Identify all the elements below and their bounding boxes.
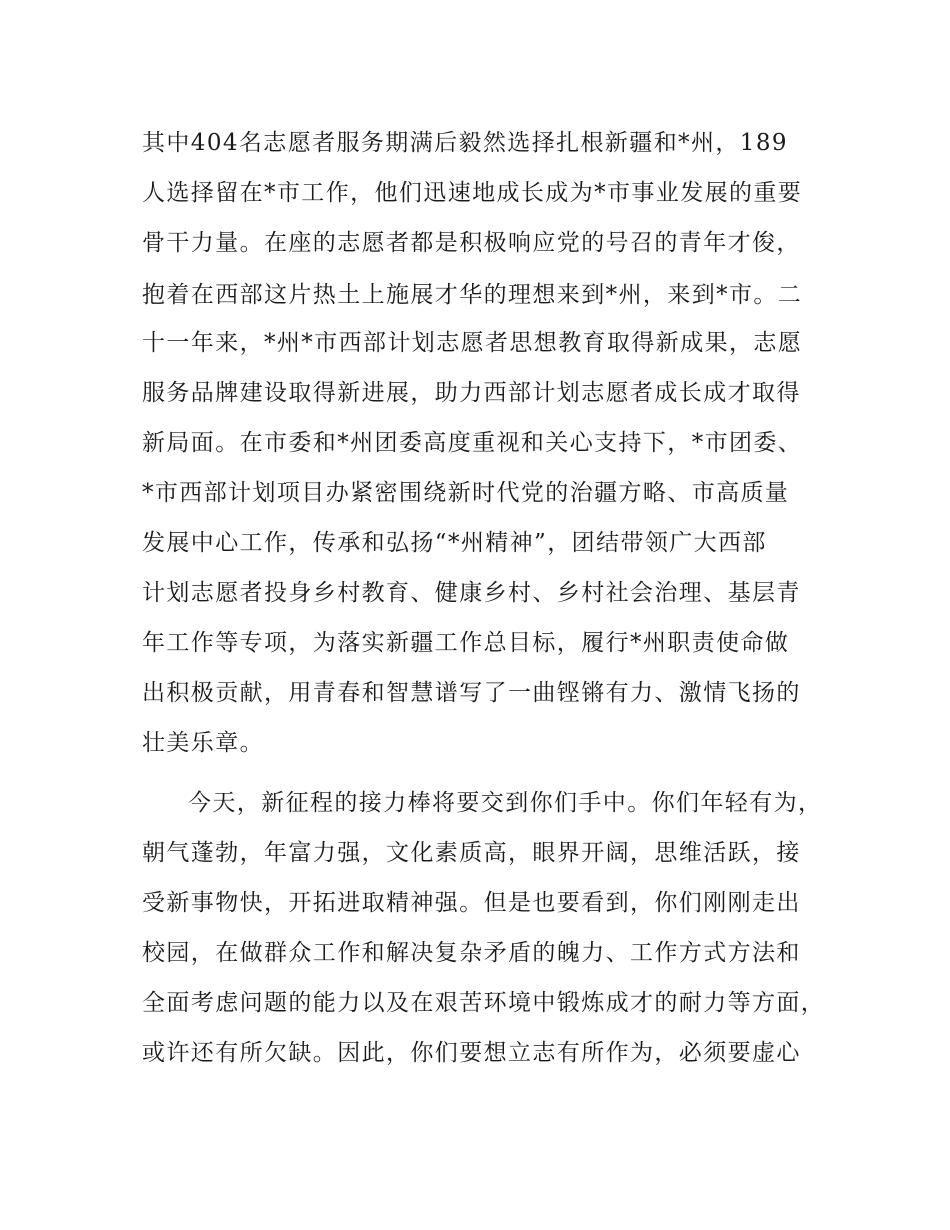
- paragraph-1-line-5: 十一年来，*州*市西部计划志愿者思想教育取得新成果，志愿: [142, 330, 803, 356]
- paragraph-2-line-5: 全面考虑问题的能力以及在艰苦环境中锻炼成才的耐力等方面，: [142, 990, 826, 1016]
- paragraph-2-line-4: 校园，在做群众工作和解决复杂矛盾的魄力、工作方式方法和: [142, 940, 801, 966]
- paragraph-1-line-12: 出积极贡献，用青春和智慧谱写了一曲铿锵有力、激情飞扬的: [142, 680, 801, 706]
- paragraph-1-line-1: 其中404名志愿者服务期满后毅然选择扎根新疆和*州，189: [142, 130, 788, 156]
- paragraph-1-line-9: 发展中心工作，传承和弘扬“*州精神”，团结带领广大西部: [142, 530, 767, 556]
- paragraph-2-line-1: 今天，新征程的接力棒将要交到你们手中。你们年轻有为，: [188, 790, 823, 816]
- paragraph-1-line-7: 新局面。在市委和*州团委高度重视和关心支持下，*市团委、: [142, 430, 803, 456]
- paragraph-2-line-3: 受新事物快，开拓进取精神强。但是也要看到，你们刚刚走出: [142, 890, 801, 916]
- paragraph-1-line-13: 壮美乐章。: [142, 730, 264, 756]
- paragraph-1-line-6: 服务品牌建设取得新进展，助力西部计划志愿者成长成才取得: [142, 380, 801, 406]
- paragraph-1-line-2: 人选择留在*市工作，他们迅速地成长成为*市事业发展的重要: [142, 180, 803, 206]
- paragraph-2-line-2: 朝气蓬勃，年富力强，文化素质高，眼界开阔，思维活跃，接: [142, 840, 801, 866]
- paragraph-1-line-3: 骨干力量。在座的志愿者都是积极响应党的号召的青年才俊，: [142, 230, 801, 256]
- paragraph-2-line-6: 或许还有所欠缺。因此，你们要想立志有所作为，必须要虚心: [142, 1040, 801, 1066]
- paragraph-1-line-10: 计划志愿者投身乡村教育、健康乡村、乡村社会治理、基层青: [142, 580, 801, 606]
- paragraph-1-line-11: 年工作等专项，为落实新疆工作总目标，履行*州职责使命做: [142, 630, 790, 656]
- paragraph-1-line-8: *市西部计划项目办紧密围绕新时代党的治疆方略、市高质量: [142, 480, 790, 506]
- paragraph-1-line-4: 抱着在西部这片热土上施展才华的理想来到*州，来到*市。二: [142, 282, 803, 308]
